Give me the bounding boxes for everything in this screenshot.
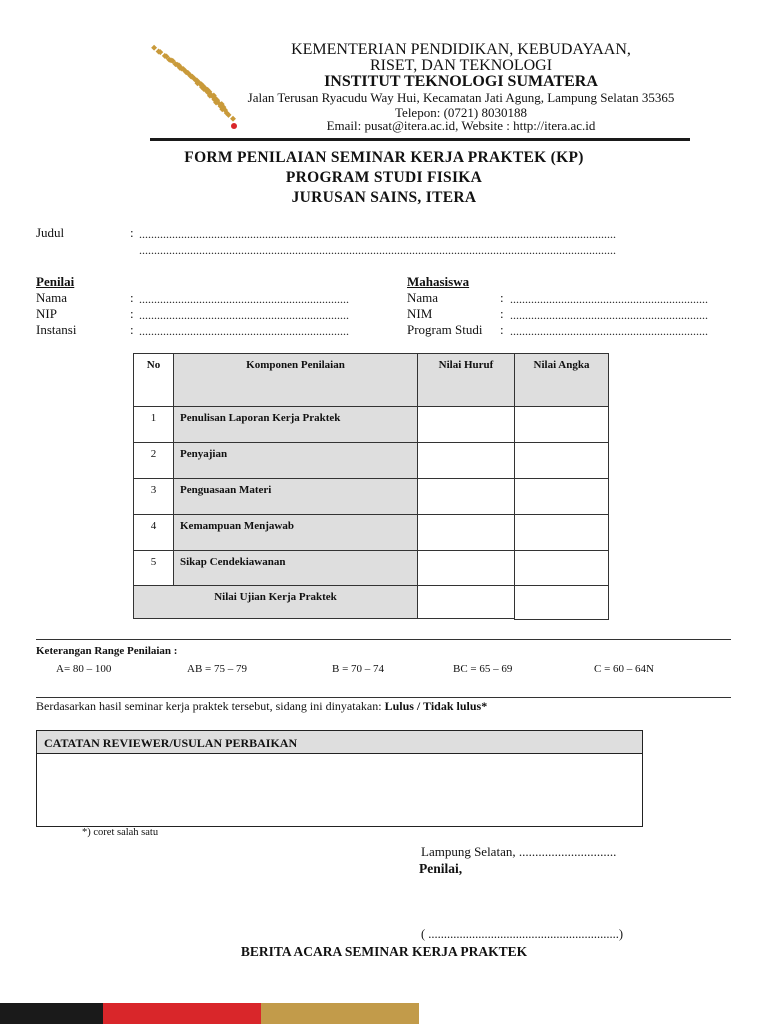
nilai-huruf-input-2[interactable] [417,442,515,479]
result-statement [36,700,487,712]
nilai-huruf-input-4[interactable] [417,514,515,551]
penilai-nama-label: Nama [36,290,68,305]
institute-address: Jalan Terusan Ryacudu Way Hui, Kecamatan Jati Agung, Lampung Selatan 35365 [247,90,675,105]
institute-contact: Email: pusat@itera.ac.id, Website : http://itera.ac.id [326,118,596,133]
penilai-instansi-field[interactable]: ...................................................................... [139,325,349,337]
judul-field-line2[interactable]: ............................................................................................................................................................... [139,244,616,256]
nilai-huruf-total[interactable] [417,585,515,619]
mahasiswa-nama-colon: : [500,290,504,305]
reviewer-notes-heading: CATATAN REVIEWER/USULAN PERBAIKAN [37,731,642,754]
nilai-angka-input-3[interactable] [514,478,609,515]
ministry-name-line1: KEMENTERIAN PENDIDIKAN, KEBUDAYAAN, [291,41,631,58]
range-item-c: C = 60 – 64N [594,663,654,675]
reviewer-notes-box[interactable] [36,730,643,827]
penilai-heading: Penilai [36,274,75,289]
mahasiswa-nim-colon: : [500,306,504,321]
signature-name-line[interactable]: ( .............................................................) [421,927,624,941]
table-header-angka: Nilai Angka [514,353,609,407]
mahasiswa-nim-label: NIM [407,306,433,321]
ministry-name-line2: RISET, DAN TEKNOLOGI [369,57,553,74]
next-page-title: BERITA ACARA SEMINAR KERJA PRAKTEK [240,944,528,959]
footer-stripe-gold [261,1003,419,1024]
range-item-b: B = 70 – 74 [332,663,385,675]
table-row-component: Sikap Cendekiawanan [173,550,418,586]
nilai-angka-total[interactable] [514,585,609,620]
result-statement-text: Berdasarkan hasil seminar kerja praktek tersebut, sidang ini dinyatakan: [36,699,385,713]
mahasiswa-prodi-field[interactable]: .................................................................. [510,325,708,337]
range-item-bc: BC = 65 – 69 [453,663,513,675]
table-row-component: Penguasaan Materi [173,478,418,515]
nilai-angka-input-4[interactable] [514,514,609,551]
range-item-a: A= 80 – 100 [56,663,112,675]
penilai-nama-field[interactable]: ...................................................................... [139,293,349,305]
signature-place-date[interactable]: Lampung Selatan, .............................. [421,844,617,859]
judul-field-line1[interactable]: ............................................................................................................................................................... [139,228,616,240]
range-heading: Keterangan Range Penilaian : [36,645,178,657]
nilai-huruf-input-5[interactable] [417,550,515,586]
form-program: PROGRAM STUDI FISIKA [285,169,483,186]
mahasiswa-nama-field[interactable]: .................................................................. [510,293,708,305]
signature-role: Penilai, [419,861,463,876]
table-row-no: 3 [133,478,174,515]
mahasiswa-prodi-colon: : [500,322,504,337]
nilai-huruf-input-1[interactable] [417,406,515,443]
table-header-huruf: Nilai Huruf [417,353,515,407]
mahasiswa-nim-field[interactable]: .................................................................. [510,309,708,321]
table-header-no: No [133,353,174,407]
footer-stripe-red [103,1003,261,1024]
nilai-angka-input-1[interactable] [514,406,609,443]
penilai-nip-colon: : [130,306,134,321]
institute-phone: Telepon: (0721) 8030188 [395,105,527,120]
nilai-angka-input-5[interactable] [514,550,609,586]
table-total-label: Nilai Ujian Kerja Praktek [133,585,418,619]
footer-stripe-black [0,1003,103,1024]
penilai-instansi-label: Instansi [36,322,77,337]
penilai-nip-field[interactable]: ...................................................................... [139,309,349,321]
institute-name: INSTITUT TEKNOLOGI SUMATERA [324,73,598,90]
mahasiswa-prodi-label: Program Studi [407,322,483,337]
form-department: JURUSAN SAINS, ITERA [291,189,477,206]
table-row-component: Penulisan Laporan Kerja Praktek [173,406,418,443]
assessment-table [133,353,609,621]
result-options[interactable]: Lulus / Tidak lulus* [384,699,488,713]
mahasiswa-nama-label: Nama [407,290,439,305]
range-top-divider [36,639,731,640]
header-divider [150,138,690,141]
table-row-no: 5 [133,550,174,586]
table-row-component: Kemampuan Menjawab [173,514,418,551]
table-header-component: Komponen Penilaian [173,353,418,407]
table-row-no: 4 [133,514,174,551]
penilai-nip-label: NIP [36,306,57,321]
judul-label: Judul [36,225,65,240]
penilai-instansi-colon: : [130,322,134,337]
table-row-component: Penyajian [173,442,418,479]
itera-logo-icon [146,42,242,132]
mahasiswa-heading: Mahasiswa [407,274,470,289]
range-bottom-divider [36,697,731,698]
judul-colon: : [130,225,134,240]
footnote: *) coret salah satu [82,827,159,838]
nilai-huruf-input-3[interactable] [417,478,515,515]
table-row-no: 1 [133,406,174,443]
range-item-ab: AB = 75 – 79 [187,663,247,675]
penilai-nama-colon: : [130,290,134,305]
form-title: FORM PENILAIAN SEMINAR KERJA PRAKTEK (KP) [184,149,584,166]
nilai-angka-input-2[interactable] [514,442,609,479]
table-row-no: 2 [133,442,174,479]
